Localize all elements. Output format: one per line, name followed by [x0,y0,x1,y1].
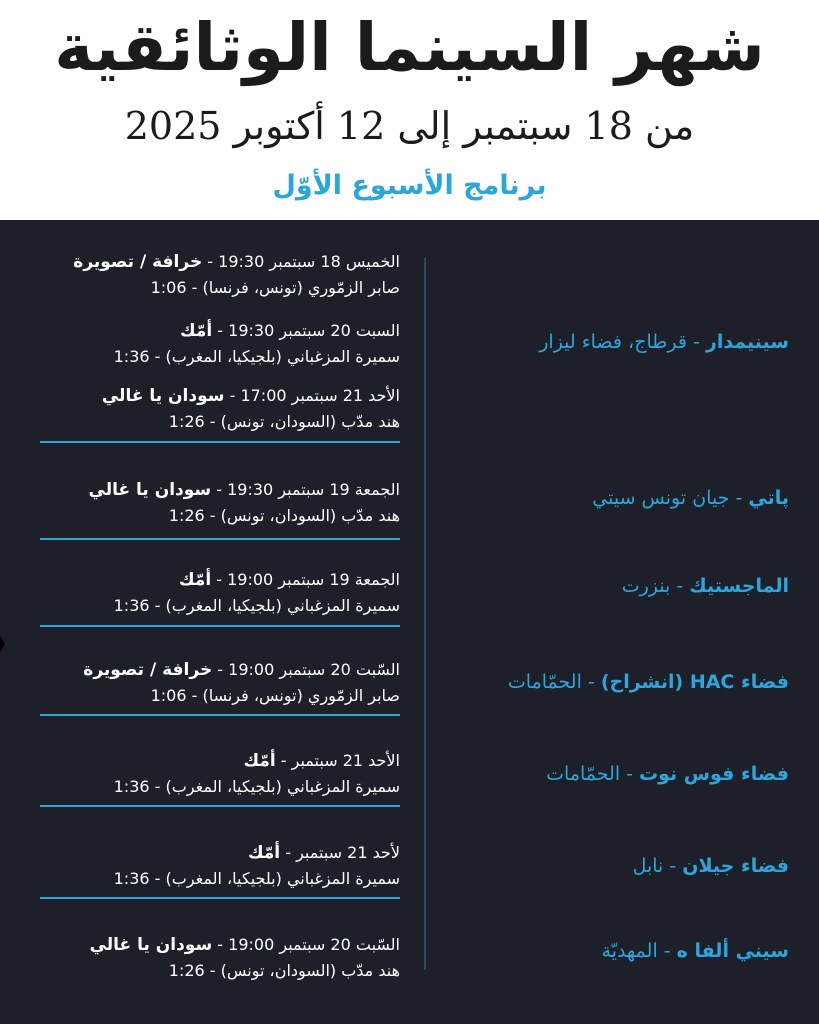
week-label: برنامج الأسبوع الأوّل [272,170,547,201]
film-title: أمّك [180,321,213,341]
venue-name: سينيمدار [705,331,789,353]
venue-place: الحمّامات [507,671,582,693]
screening-item: السبت 20 سبتمبر 19:30 - أمّك سميرة المزغباني (بلجيكيا، المغرب) - 1:36 [40,318,400,369]
venue-name: فضاء فوس نوت [639,763,789,785]
film-credit: هند مدّب (السودان، تونس) - 1:26 [168,506,400,525]
page-title: شهر السينما الوثائقية [54,9,765,86]
edge-marker [0,636,5,652]
venue-jilan: فضاء جيلان - نابل [632,855,789,877]
film-credit: سميرة المزغباني (بلجيكيا، المغرب) - 1:36 [113,869,400,888]
screening-time: السبت 20 سبتمبر 19:30 [228,321,400,340]
venue-name: پاتي [748,487,789,509]
group-separator [40,441,400,443]
venue-hac: فضاء HAC (انشراح) - الحمّامات [507,671,789,693]
screening-item: لأحد 21 سبتمبر - أمّك سميرة المزغباني (بلجيكيا، المغرب) - 1:36 [40,840,400,891]
screening-item: السّبت 20 سبتمبر 19:00 - خرافة / تصويرة صابر الزمّوري (تونس، فرنسا) - 1:06 [40,657,400,708]
film-credit: سميرة المزغباني (بلجيكيا، المغرب) - 1:36 [113,777,400,796]
film-title: أمّك [247,843,281,863]
venue-place: بنزرت [621,575,671,597]
screening-item: الأحد 21 سبتمبر 17:00 - سودان يا غالي هند مدّب (السودان، تونس) - 1:26 [40,383,400,434]
film-credit: هند مدّب (السودان، تونس) - 1:26 [168,961,400,980]
screening-time: الجمعة 19 سبتمبر 19:00 [227,570,400,589]
screening-time: الأحد 21 سبتمبر [291,751,400,770]
screening-item: الأحد 21 سبتمبر - أمّك سميرة المزغباني (بلجيكيا، المغرب) - 1:36 [40,748,400,799]
film-title: سودان يا غالي [88,480,212,500]
screening-item: السّبت 20 سبتمبر 19:00 - سودان يا غالي هند مدّب (السودان، تونس) - 1:26 [40,932,400,983]
screening-time: السّبت 20 سبتمبر 19:00 [228,935,400,954]
film-credit: صابر الزمّوري (تونس، فرنسا) - 1:06 [150,278,400,297]
group-separator [40,538,400,540]
film-credit: سميرة المزغباني (بلجيكيا، المغرب) - 1:36 [113,347,400,366]
header-panel [0,0,819,220]
venue-name: فضاء HAC (انشراح) [600,671,789,693]
group-separator [40,714,400,716]
venue-place: المهديّة [601,940,658,962]
venue-name: الماجستيك [689,575,789,597]
venue-place: جيان تونس سيتي [592,487,730,509]
film-title: أمّك [178,570,212,590]
group-separator [40,805,400,807]
venue-cine-alfa: سيني ألفا ه - المهديّة [601,940,789,962]
date-range: من 18 سبتمبر إلى 12 أكتوبر 2025 [124,104,695,148]
film-title: أمّك [243,751,276,771]
film-credit: صابر الزمّوري (تونس، فرنسا) - 1:06 [150,686,400,705]
film-title: خرافة / تصويرة [83,660,213,680]
venue-name: فضاء جيلان [682,855,789,877]
screening-time: الخميس 18 سبتمبر 19:30 [218,252,400,271]
venue-pathe: پاتي - جيان تونس سيتي [592,487,789,509]
film-title: سودان يا غالي [89,935,213,955]
column-divider [424,258,426,970]
venue-name: سيني ألفا ه [676,940,789,962]
screening-time: السّبت 20 سبتمبر 19:00 [228,660,400,679]
group-separator [40,897,400,899]
film-title: سودان يا غالي [101,386,225,406]
screening-time: الجمعة 19 سبتمبر 19:30 [227,480,400,499]
venue-place: نابل [632,855,664,877]
screening-time: الأحد 21 سبتمبر 17:00 [240,386,400,405]
film-credit: هند مدّب (السودان، تونس) - 1:26 [168,412,400,431]
screening-item: الجمعة 19 سبتمبر 19:30 - سودان يا غالي هند مدّب (السودان، تونس) - 1:26 [40,477,400,528]
venue-majestic: الماجستيك - بنزرت [621,575,789,597]
film-credit: سميرة المزغباني (بلجيكيا، المغرب) - 1:36 [113,596,400,615]
venue-place: قرطاج، فضاء ليزار [539,331,687,353]
screening-item: الخميس 18 سبتمبر 19:30 - خرافة / تصويرة صابر الزمّوري (تونس، فرنسا) - 1:06 [40,249,400,300]
venue-fos-not: فضاء فوس نوت - الحمّامات [546,763,789,785]
venue-place: الحمّامات [546,763,621,785]
group-separator [40,625,400,627]
screening-item: الجمعة 19 سبتمبر 19:00 - أمّك سميرة المزغباني (بلجيكيا، المغرب) - 1:36 [40,567,400,618]
venue-cinemadar: سينيمدار - قرطاج، فضاء ليزار [539,331,789,353]
screening-time: لأحد 21 سبتمبر [296,843,400,862]
film-title: خرافة / تصويرة [73,252,203,272]
